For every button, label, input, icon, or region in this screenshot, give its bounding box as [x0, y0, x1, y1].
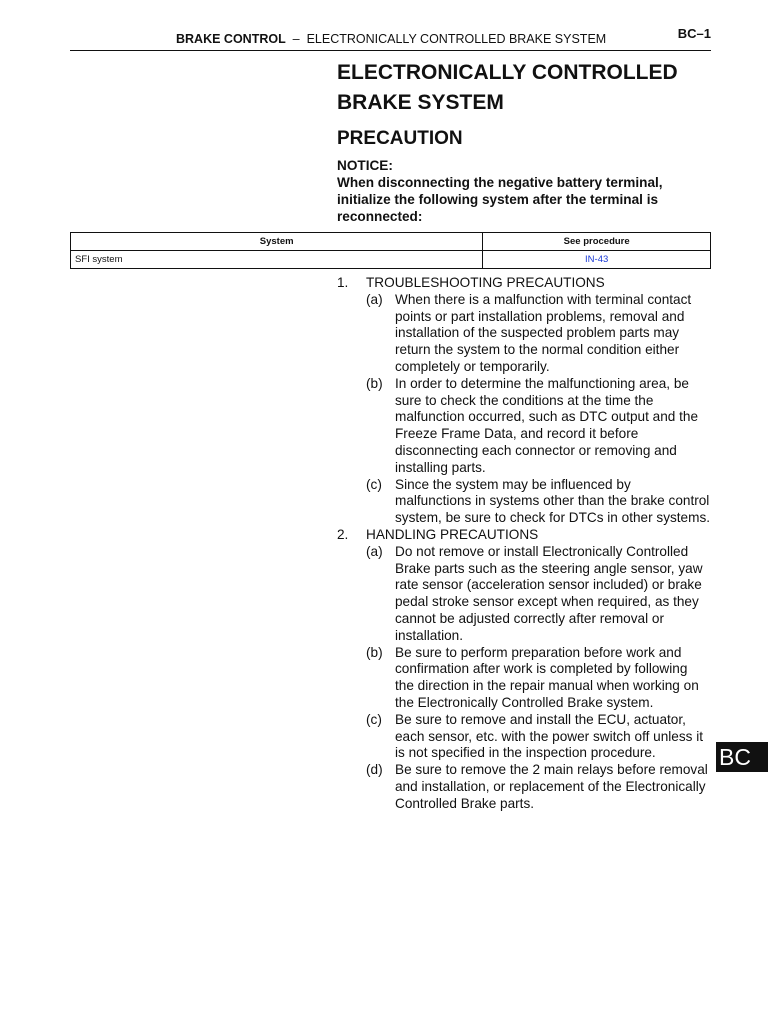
list-subitem — [337, 477, 717, 527]
page-number: BC–1 — [677, 26, 711, 41]
section-tab: BC — [716, 742, 768, 772]
list-subitem-line: malfunction occurred, such as DTC output and the — [395, 409, 698, 425]
header-section-bold: BRAKE CONTROL — [176, 32, 286, 46]
list-subitem-line: When there is a malfunction with terminal contact — [395, 291, 692, 307]
list-subitem-line: pedal stroke sensor except when required, as they — [395, 594, 699, 610]
list-subitem-line: the Electronically Controlled Brake system. — [395, 694, 654, 710]
page-header — [70, 24, 711, 51]
list-subitem-label: (a) — [366, 543, 383, 559]
list-subitem-line: installation. — [395, 627, 464, 643]
list-subitem-line: rate sensor (acceleration sensor included) or brake — [395, 577, 702, 593]
list-subitem-line: completely or temporarily. — [395, 358, 550, 374]
document-title-line: BRAKE SYSTEM — [337, 91, 504, 114]
system-table — [70, 232, 711, 269]
table-row — [71, 251, 711, 269]
list-subitem-line: Do not remove or install Electronically Controlled — [395, 543, 689, 559]
list-subitem-line: points or part installation problems, removal and — [395, 308, 685, 324]
list-subitem-label: (c) — [366, 476, 382, 492]
list-subitem-line: each sensor, etc. with the power switch off unless it — [395, 728, 704, 744]
list-subitem-line: system, be sure to check for DTCs in other systems. — [395, 510, 711, 526]
list-subitem-line: cannot be adjusted correctly after removal or — [395, 610, 664, 626]
list-subitem-line: is not specified in the inspection procedure. — [395, 745, 656, 761]
notice-line: initialize the following system after the terminal is — [337, 192, 659, 207]
list-subitem-line: Be sure to remove and install the ECU, actuator, — [395, 711, 686, 727]
list-subitem-line: Brake parts such as the steering angle sensor, yaw — [395, 560, 703, 576]
list-subitem-label: (b) — [366, 644, 383, 660]
list-subitem — [337, 712, 717, 762]
list-item-title: TROUBLESHOOTING PRECAUTIONS — [366, 275, 605, 290]
list-subitem-line: Freeze Frame Data, and record it before — [395, 426, 639, 442]
list-subitem-line: Since the system may be influenced by — [395, 476, 631, 492]
list-subitem-label: (b) — [366, 375, 383, 391]
table-header-procedure: See procedure — [483, 233, 711, 251]
list-item-heading — [337, 275, 717, 292]
procedure-link[interactable]: IN-43 — [585, 254, 609, 265]
list-subitem-line: return the system to the normal condition either — [395, 342, 680, 358]
document-title — [337, 58, 737, 118]
notice-block — [337, 157, 717, 225]
list-subitem-line: Be sure to remove the 2 main relays before removal — [395, 762, 708, 778]
list-subitem-label: (c) — [366, 711, 382, 727]
notice-line: reconnected: — [337, 209, 423, 224]
header-separator: – — [292, 32, 300, 46]
list-item-title: HANDLING PRECAUTIONS — [366, 526, 539, 542]
list-subitem-label: (d) — [366, 762, 383, 778]
notice-line: When disconnecting the negative battery terminal, — [337, 175, 663, 190]
list-subitem-line: and installation, or replacement of the Electronically — [395, 778, 706, 794]
list-subitem — [337, 762, 717, 812]
table-header-row — [71, 233, 711, 251]
list-subitem-label: (a) — [366, 291, 383, 307]
document-title-line: ELECTRONICALLY CONTROLLED — [337, 61, 678, 84]
notice-label: NOTICE: — [337, 158, 393, 173]
list-subitem-line: sure to check the conditions at the time the — [395, 392, 654, 408]
list-subitem-line: In order to determine the malfunctioning area, be — [395, 375, 689, 391]
list-subitem-line: installing parts. — [395, 459, 486, 475]
list-subitem — [337, 376, 717, 477]
list-subitem-line: installation of the suspected problem parts may — [395, 325, 680, 341]
header-title — [176, 32, 606, 46]
list-subitem-line: the direction in the repair manual when working on — [395, 678, 699, 694]
table-header-system: System — [71, 233, 483, 251]
table-cell-procedure — [483, 251, 711, 269]
list-subitem-line: malfunctions in systems other than the brake control — [395, 493, 710, 509]
list-subitem — [337, 645, 717, 712]
list-item-heading — [337, 527, 717, 544]
list-subitem-line: disconnecting each connector or removing and — [395, 442, 677, 458]
list-subitem — [337, 292, 717, 376]
table-cell-system: SFI system — [71, 251, 483, 269]
list-subitem-line: confirmation after work is completed by following — [395, 661, 688, 677]
list-item-number: 1. — [337, 275, 349, 290]
header-section-rest: ELECTRONICALLY CONTROLLED BRAKE SYSTEM — [306, 32, 607, 46]
precaution-list — [337, 275, 717, 813]
list-subitem-line: Controlled Brake parts. — [395, 795, 535, 811]
list-subitem — [337, 544, 717, 645]
list-item-number: 2. — [337, 526, 349, 542]
section-title: PRECAUTION — [337, 128, 463, 149]
list-subitem-line: Be sure to perform preparation before work and — [395, 644, 682, 660]
